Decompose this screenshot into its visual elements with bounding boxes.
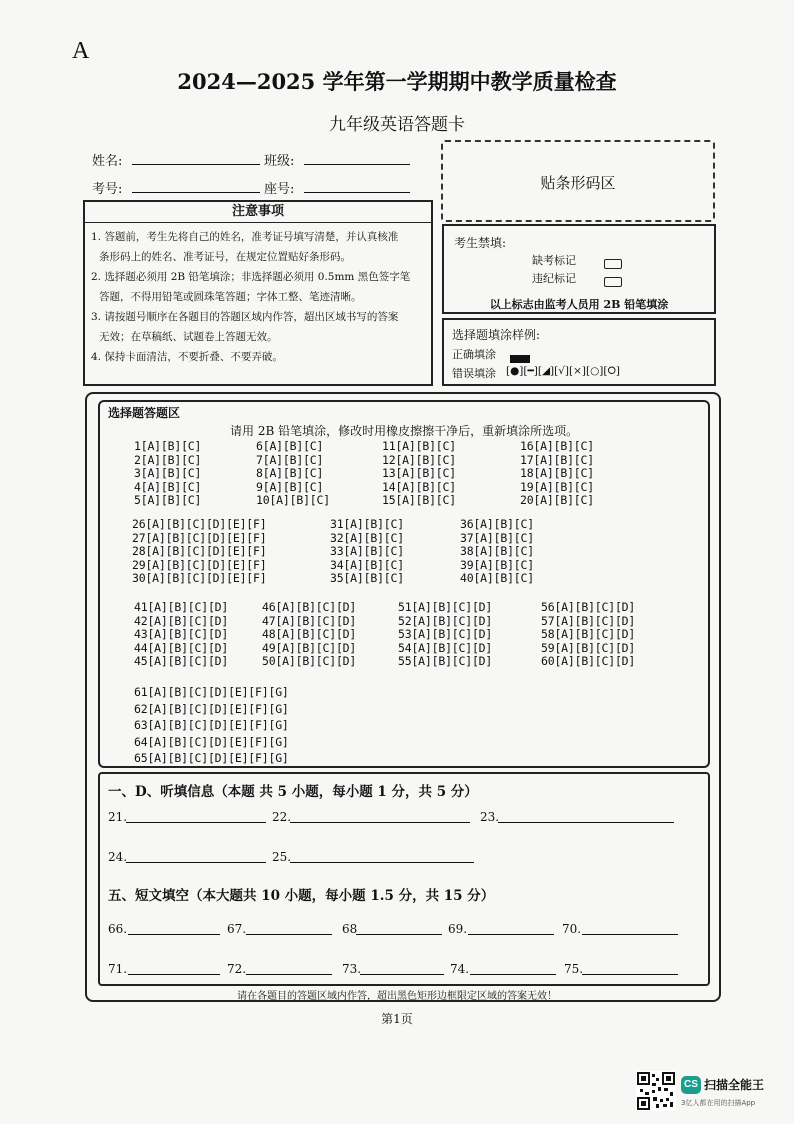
scanner-app-name: 扫描全能王	[704, 1078, 765, 1092]
seat-label: 座号:	[264, 182, 295, 197]
answer-blank-23[interactable]	[498, 810, 674, 823]
answer-card-subtitle: 九年级英语答题卡	[329, 115, 465, 135]
absent-label: 缺考标记	[532, 254, 576, 267]
mc-question[interactable]: 31[A][B][C]	[330, 517, 404, 531]
mc-group-3-col-2	[262, 601, 356, 669]
prohibited-note: 以上标志由监考人员用 2B 铅笔填涂	[489, 298, 669, 311]
mc-question[interactable]: 43[A][B][C][D]	[134, 627, 229, 641]
mc-question[interactable]: 61[A][B][C][D][E][F][G]	[134, 685, 289, 699]
answer-blank-67[interactable]	[246, 922, 332, 935]
mc-group-4-col-1	[134, 684, 289, 767]
mc-group-2-col-1	[132, 518, 266, 586]
mc-question[interactable]: 7[A][B][C]	[256, 452, 324, 467]
fill-sample-title: 选择题填涂样例:	[452, 328, 541, 342]
answer-blank-69[interactable]	[468, 922, 554, 935]
notice-line: 4. 保持卡面清洁，不要折叠、不要弄破。	[91, 351, 283, 363]
mc-question[interactable]: 27[A][B][C][D][E][F]	[132, 530, 267, 545]
mc-question[interactable]: 64[A][B][C][D][E][F][G]	[134, 734, 289, 749]
mc-question[interactable]: 57[A][B][C][D]	[541, 613, 636, 628]
notice-line: 无效；在草稿纸、试题卷上答题无效。	[99, 331, 278, 343]
blank-label: 70.	[562, 922, 582, 936]
answer-blank-25[interactable]	[290, 850, 474, 863]
blank-label: 74.	[450, 962, 470, 976]
notice-line: 条形码上的姓名、准考证号，在规定位置贴好条形码。	[99, 251, 351, 263]
mc-question[interactable]: 2[A][B][C]	[134, 452, 202, 467]
mc-question[interactable]: 1[A][B][C]	[134, 439, 202, 453]
mc-question[interactable]: 47[A][B][C][D]	[262, 613, 357, 628]
seat-field[interactable]	[304, 178, 410, 193]
blank-label: 23.	[480, 810, 500, 824]
mc-question[interactable]: 63[A][B][C][D][E][F][G]	[134, 718, 289, 732]
mc-group-1-col-4	[520, 440, 594, 508]
prohibited-box	[442, 224, 716, 314]
mc-question[interactable]: 37[A][B][C]	[460, 530, 534, 545]
blank-label: 73.	[342, 962, 362, 976]
page-number: 第1页	[381, 1012, 413, 1026]
mc-question[interactable]: 49[A][B][C][D]	[262, 640, 357, 655]
correct-fill-label: 正确填涂	[452, 348, 496, 361]
mc-question[interactable]: 3[A][B][C]	[134, 466, 202, 480]
mc-question[interactable]: 58[A][B][C][D]	[541, 627, 636, 641]
paper-variant: A	[72, 38, 90, 64]
mc-group-2-col-2	[330, 518, 404, 586]
mc-question[interactable]: 46[A][B][C][D]	[262, 600, 357, 614]
class-label: 班级:	[264, 154, 295, 169]
mc-question[interactable]: 14[A][B][C]	[382, 479, 456, 494]
blank-label: 72.	[227, 962, 247, 976]
mc-instruction: 请用 2B 铅笔填涂，修改时用橡皮擦擦干净后，重新填涂所选项。	[230, 424, 579, 438]
class-field[interactable]	[304, 150, 410, 165]
mc-question[interactable]: 41[A][B][C][D]	[134, 600, 229, 614]
mc-question[interactable]: 12[A][B][C]	[382, 452, 456, 467]
answer-blank-71[interactable]	[128, 962, 220, 975]
blank-label: 25.	[272, 850, 292, 864]
answer-blank-70[interactable]	[582, 922, 678, 935]
prohibited-title: 考生禁填:	[454, 236, 507, 250]
answer-blank-66[interactable]	[128, 922, 220, 935]
blank-label: 68	[342, 922, 358, 936]
mc-question[interactable]: 16[A][B][C]	[520, 439, 594, 453]
mc-group-1-col-2	[256, 440, 330, 508]
mc-question[interactable]: 48[A][B][C][D]	[262, 627, 357, 641]
mc-question[interactable]: 5[A][B][C]	[134, 493, 202, 507]
footer-note: 请在各题目的答题区域内作答，超出黑色矩形边框限定区域的答案无效！	[237, 991, 557, 1002]
mc-question[interactable]: 65[A][B][C][D][E][F][G]	[134, 751, 289, 765]
blank-label: 21.	[108, 810, 128, 824]
qr-code-icon	[636, 1071, 676, 1111]
answer-blank-75[interactable]	[582, 962, 678, 975]
barcode-label: 贴条形码区	[540, 174, 616, 192]
written-answer-section	[98, 772, 710, 986]
mc-group-2-col-3	[460, 518, 534, 586]
correct-fill-mark	[510, 355, 530, 363]
answer-blank-24[interactable]	[126, 850, 266, 863]
mc-question[interactable]: 55[A][B][C][D]	[398, 654, 493, 668]
blank-label: 75.	[564, 962, 584, 976]
blank-label: 22.	[272, 810, 292, 824]
notice-line: 1. 答题前，考生先将自己的姓名，准考证号填写清楚，并认真核准	[91, 231, 399, 243]
mc-question[interactable]: 13[A][B][C]	[382, 466, 456, 480]
mc-group-3-col-3	[398, 601, 492, 669]
mc-question[interactable]: 62[A][B][C][D][E][F][G]	[134, 701, 289, 716]
answer-blank-21[interactable]	[126, 810, 266, 823]
blank-label: 24.	[108, 850, 128, 864]
exam-number-field[interactable]	[132, 178, 260, 193]
mc-question[interactable]: 54[A][B][C][D]	[398, 640, 493, 655]
notice-title: 注意事项	[85, 202, 431, 223]
wrong-fill-label: 错误填涂	[452, 367, 496, 380]
mc-question[interactable]: 50[A][B][C][D]	[262, 654, 357, 668]
mc-question[interactable]: 59[A][B][C][D]	[541, 640, 636, 655]
mc-question[interactable]: 26[A][B][C][D][E][F]	[132, 517, 267, 531]
mc-question[interactable]: 60[A][B][C][D]	[541, 654, 636, 668]
name-label: 姓名:	[92, 154, 123, 169]
mc-question[interactable]: 30[A][B][C][D][E][F]	[132, 571, 267, 585]
mc-group-3-col-1	[134, 601, 228, 669]
mc-question[interactable]: 11[A][B][C]	[382, 439, 456, 453]
mc-question[interactable]: 56[A][B][C][D]	[541, 600, 636, 614]
answer-blank-73[interactable]	[360, 962, 444, 975]
listening-heading: 一、D、听填信息（本题 共 5 小题，每小题 1 分，共 5 分）	[108, 784, 478, 800]
blank-label: 69.	[448, 922, 468, 936]
mc-question[interactable]: 53[A][B][C][D]	[398, 627, 493, 641]
mc-question[interactable]: 20[A][B][C]	[520, 493, 594, 507]
mc-question[interactable]: 17[A][B][C]	[520, 452, 594, 467]
mc-question[interactable]: 45[A][B][C][D]	[134, 654, 229, 668]
mc-group-3-col-4	[541, 601, 635, 669]
mc-question[interactable]: 19[A][B][C]	[520, 479, 594, 494]
notice-line: 答题，不得用铅笔或圆珠笔答题；字体工整、笔迹清晰。	[99, 291, 362, 303]
mc-question[interactable]: 9[A][B][C]	[256, 479, 324, 494]
blank-label: 67.	[227, 922, 247, 936]
mc-group-1-col-3	[382, 440, 456, 508]
blank-label: 66.	[108, 922, 128, 936]
mc-question[interactable]: 42[A][B][C][D]	[134, 613, 229, 628]
notice-line: 2. 选择题必须用 2B 铅笔填涂；非选择题必须用 0.5mm 黑色签字笔	[91, 271, 411, 283]
violation-mark-box[interactable]	[604, 277, 622, 287]
cloze-heading: 五、短文填空（本大题共 10 小题，每小题 1.5 分，共 15 分）	[108, 888, 495, 904]
violation-label: 违纪标记	[532, 272, 576, 285]
blank-label: 71.	[108, 962, 128, 976]
mc-question[interactable]: 35[A][B][C]	[330, 571, 404, 585]
mc-title: 选择题答题区	[108, 406, 181, 420]
exam-title: 2024—2025 学年第一学期期中教学质量检查	[177, 69, 617, 94]
barcode-area	[441, 140, 715, 222]
exam-number-label: 考号:	[92, 182, 123, 197]
wrong-fill-marks: [●][━][◢][√][×][○][⭘]	[506, 365, 620, 377]
mc-question[interactable]: 28[A][B][C][D][E][F]	[132, 544, 267, 558]
absent-mark-box[interactable]	[604, 259, 622, 269]
mc-question[interactable]: 34[A][B][C]	[330, 557, 404, 572]
mc-question[interactable]: 6[A][B][C]	[256, 439, 324, 453]
mc-question[interactable]: 4[A][B][C]	[134, 479, 202, 494]
mc-group-1-col-1	[134, 440, 201, 508]
answer-blank-72[interactable]	[246, 962, 332, 975]
mc-question[interactable]: 18[A][B][C]	[520, 466, 594, 480]
mc-question[interactable]: 8[A][B][C]	[256, 466, 324, 480]
mc-question[interactable]: 51[A][B][C][D]	[398, 600, 493, 614]
mc-question[interactable]: 39[A][B][C]	[460, 557, 534, 572]
camscanner-logo-icon: CS	[681, 1076, 701, 1094]
mc-question[interactable]: 33[A][B][C]	[330, 544, 404, 558]
mc-question[interactable]: 10[A][B][C]	[256, 493, 330, 507]
name-field[interactable]	[132, 150, 260, 165]
mc-question[interactable]: 32[A][B][C]	[330, 530, 404, 545]
mc-question[interactable]: 44[A][B][C][D]	[134, 640, 229, 655]
mc-question[interactable]: 38[A][B][C]	[460, 544, 534, 558]
mc-question[interactable]: 36[A][B][C]	[460, 517, 534, 531]
answer-blank-68[interactable]	[356, 922, 442, 935]
answer-blank-74[interactable]	[470, 962, 556, 975]
mc-question[interactable]: 15[A][B][C]	[382, 493, 456, 507]
notice-line: 3. 请按题号顺序在各题目的答题区域内作答，超出区域书写的答案	[91, 311, 399, 323]
mc-question[interactable]: 52[A][B][C][D]	[398, 613, 493, 628]
scanner-tagline: 3亿人都在用的扫描App	[681, 1099, 756, 1107]
mc-question[interactable]: 29[A][B][C][D][E][F]	[132, 557, 267, 572]
notice-box	[83, 200, 433, 386]
mc-question[interactable]: 40[A][B][C]	[460, 571, 534, 585]
fill-sample-box	[442, 318, 716, 386]
answer-blank-22[interactable]	[290, 810, 470, 823]
